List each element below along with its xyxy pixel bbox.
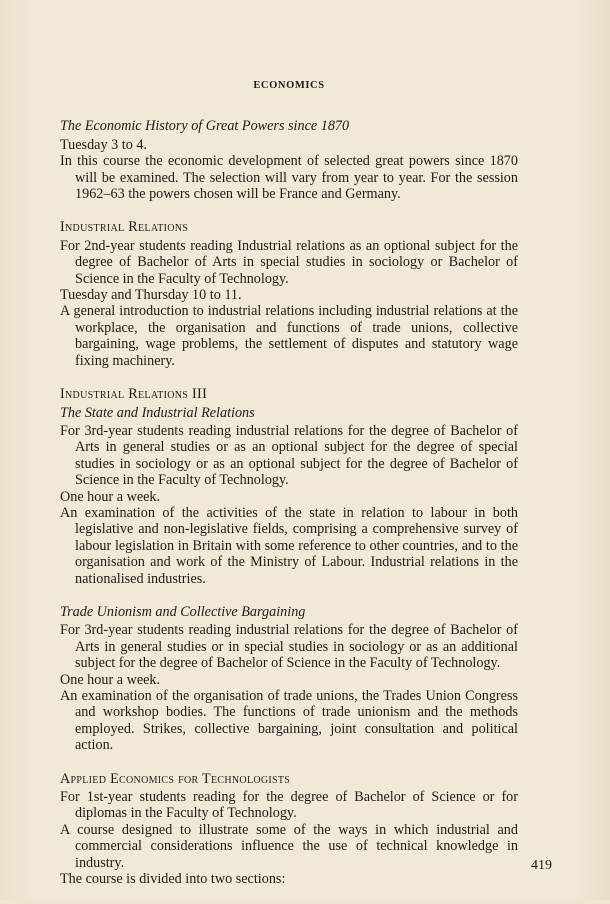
course-heading: Industrial Relations (60, 219, 189, 236)
course-paragraph: Tuesday and Thursday 10 to 11. (60, 287, 242, 304)
course-paragraph: A general introduction to industrial relations including industrial relations at the workplace, the organisation and functions of trade unions, collective bargaining, wage problems, the settlement of disputes and statutory wage fixing machinery. (60, 303, 518, 369)
course-subheading: The State and Industrial Relations (60, 404, 255, 421)
course-paragraph: For 3rd-year students reading industrial relations for the degree of Bachelor of Arts in general studies or as an optional subject for the degree of special studies in sociology or as an optional subject for the degree of Bachelor of Science in the Faculty of Technology. (60, 422, 518, 489)
page-number: 419 (531, 858, 552, 873)
running-head: ECONOMICS (253, 80, 325, 91)
course-section (60, 604, 518, 754)
course-paragraph: For 3rd-year students reading industrial relations for the degree of Bachelor of Arts in general studies or in special studies in sociology or as an additional subject for the degree of Bachelor of Science in the Faculty of Technology. (60, 622, 518, 672)
course-paragraph: In this course the economic development of selected great powers since 1870 will be examined. The selection will vary from year to year. For the session 1962–63 the powers chosen will be France and Germany. (60, 153, 518, 203)
course-section (60, 219, 518, 369)
course-paragraph: One hour a week. (60, 671, 161, 688)
course-paragraph: An examination of the organisation of trade unions, the Trades Union Congress and workshop bodies. The functions of trade unionism and the methods employed. Strikes, collective bargaining, joint consultation and political action. (60, 688, 518, 754)
course-paragraph: One hour a week. (60, 488, 161, 505)
course-paragraph: A course designed to illustrate some of the ways in which industrial and commercial considerations influence the use of technical knowledge in industry. (60, 821, 518, 871)
course-paragraph: Tuesday 3 to 4. (60, 136, 147, 153)
course-section (60, 118, 518, 202)
course-heading: Applied Economics for Technologists (60, 770, 291, 787)
course-heading: Trade Unionism and Collective Bargaining (60, 603, 306, 620)
course-paragraph: The course is divided into two sections: (60, 871, 286, 888)
sections-container (60, 118, 518, 887)
course-section (60, 386, 518, 587)
course-section (60, 771, 518, 888)
course-paragraph: An examination of the activities of the state in relation to labour in both legislative and non-legislative fields, comprising a comprehensive survey of labour legislation in Britain with some reference to other countries, and to the organisation and work of the Ministry of Labour. Industrial relations in the nationalised industries. (60, 504, 518, 587)
course-heading: Industrial Relations III (60, 386, 208, 403)
course-paragraph: For 2nd-year students reading Industrial relations as an optional subject for the degree of Bachelor of Arts in special studies in sociology or Bachelor of Science in the Faculty of Technology. (60, 237, 518, 287)
course-paragraph: For 1st-year students reading for the degree of Bachelor of Science or for diplomas in the Faculty of Technology. (60, 789, 518, 822)
page-content (60, 78, 518, 904)
course-heading: The Economic History of Great Powers since 1870 (60, 118, 350, 135)
